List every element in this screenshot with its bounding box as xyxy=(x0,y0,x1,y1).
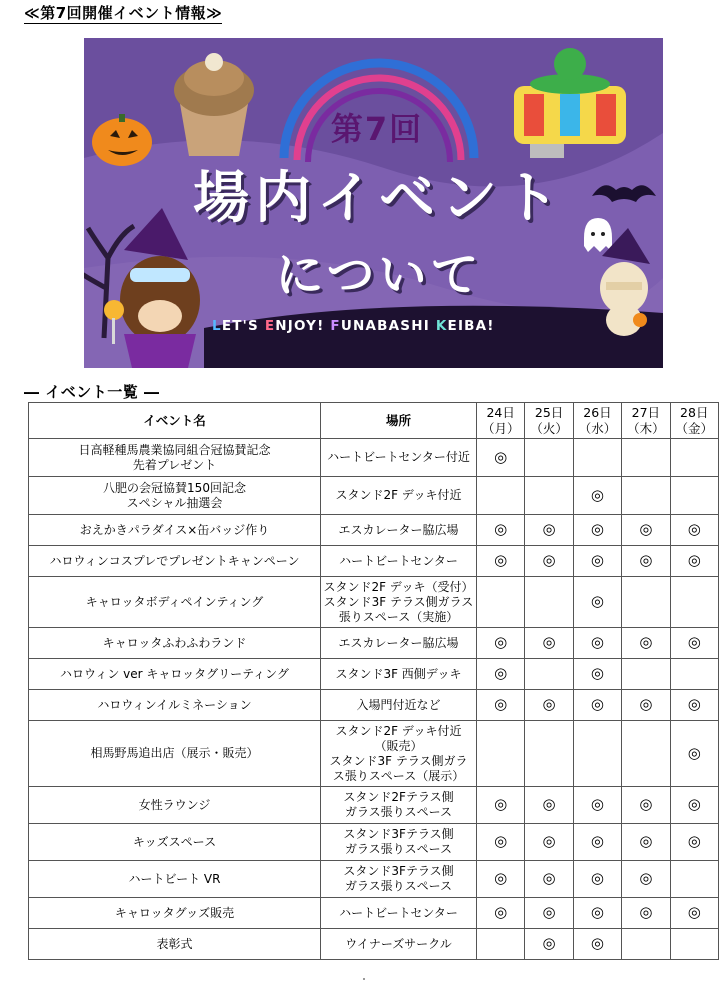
banner-subtitle: について xyxy=(275,247,483,303)
event-name-cell xyxy=(29,659,321,690)
header-weekday: （火） xyxy=(530,420,568,436)
day-cell xyxy=(525,787,573,824)
day-cell xyxy=(477,824,525,861)
table-row xyxy=(29,439,719,477)
day-cell xyxy=(525,515,573,546)
place-line: スタンド2Fテラス側 xyxy=(343,790,454,804)
held-mark-icon: ◎ xyxy=(590,695,605,713)
day-cell xyxy=(622,861,670,898)
held-mark-icon: ◎ xyxy=(639,551,653,569)
day-cell xyxy=(477,659,525,690)
place-line: スタンド3Fテラス側 xyxy=(343,827,454,841)
header-date xyxy=(670,403,718,439)
page-marker xyxy=(363,978,365,980)
held-mark-icon: ◎ xyxy=(494,664,508,682)
day-cell xyxy=(477,439,525,477)
held-mark-icon: ◎ xyxy=(542,795,556,813)
held-mark-icon: ◎ xyxy=(494,832,508,850)
place-cell xyxy=(321,577,477,628)
page-heading: ≪第7回開催イベント情報≫ xyxy=(24,4,223,22)
header-event-name: イベント名 xyxy=(29,403,321,439)
place-line: エスカレーター脇広場 xyxy=(338,522,459,537)
place-line: ハートビートセンター xyxy=(339,553,458,568)
held-mark-icon: ◎ xyxy=(542,695,556,713)
day-cell xyxy=(573,861,621,898)
held-mark-icon: ◎ xyxy=(542,520,556,538)
banner-tagline xyxy=(212,318,495,334)
held-mark-icon: ◎ xyxy=(590,832,605,850)
held-mark-icon: ◎ xyxy=(687,520,701,538)
held-mark-icon: ◎ xyxy=(542,551,556,569)
held-mark-icon: ◎ xyxy=(590,551,605,569)
day-cell xyxy=(670,721,718,787)
held-mark-icon: ◎ xyxy=(687,551,701,569)
day-cell xyxy=(670,898,718,929)
event-name-line: 女性ラウンジ xyxy=(138,797,211,812)
day-cell xyxy=(622,515,670,546)
tagline-segment: UNABASHI xyxy=(340,318,436,334)
day-cell xyxy=(477,690,525,721)
day-cell xyxy=(477,515,525,546)
place-line: 張りスペース（実施） xyxy=(338,609,459,624)
place-line: スタンド2F デッキ付近 xyxy=(335,723,462,738)
table-row xyxy=(29,929,719,960)
day-cell xyxy=(525,577,573,628)
day-cell xyxy=(622,787,670,824)
event-schedule-table xyxy=(28,402,719,960)
day-cell xyxy=(622,628,670,659)
held-mark-icon: ◎ xyxy=(639,633,653,651)
event-name-cell xyxy=(29,628,321,659)
header-day: 27日 xyxy=(631,404,661,420)
held-mark-icon: ◎ xyxy=(687,832,701,850)
event-name-cell xyxy=(29,721,321,787)
header-day: 25日 xyxy=(534,404,564,420)
table-row xyxy=(29,546,719,577)
event-name-line: ハロウィンコスプレでプレゼントキャンペーン xyxy=(49,553,300,568)
place-line: ガラス張りスペース xyxy=(344,805,453,819)
held-mark-icon: ◎ xyxy=(542,869,556,887)
place-cell xyxy=(321,898,477,929)
held-mark-icon: ◎ xyxy=(542,934,556,952)
place-cell xyxy=(321,690,477,721)
day-cell xyxy=(622,577,670,628)
table-row xyxy=(29,861,719,898)
day-cell xyxy=(573,721,621,787)
day-cell xyxy=(525,690,573,721)
section-heading: ― イベント一覧 ― xyxy=(24,383,160,401)
event-name-line: ハロウィン ver キャロッタグリーティング xyxy=(60,666,289,681)
held-mark-icon: ◎ xyxy=(494,633,508,651)
day-cell xyxy=(573,477,621,515)
header-day: 26日 xyxy=(583,404,612,420)
event-name-line: キャロッタボディペインティング xyxy=(85,594,264,609)
day-cell xyxy=(670,439,718,477)
header-date xyxy=(573,403,621,439)
held-mark-icon: ◎ xyxy=(542,903,556,921)
held-mark-icon: ◎ xyxy=(590,903,605,921)
place-cell xyxy=(321,659,477,690)
day-cell xyxy=(525,721,573,787)
held-mark-icon: ◎ xyxy=(494,695,508,713)
day-cell xyxy=(622,721,670,787)
place-line: ガラス張りスペース xyxy=(344,879,453,893)
place-cell xyxy=(321,546,477,577)
event-name-cell xyxy=(29,898,321,929)
tagline-segment: L xyxy=(212,318,222,334)
day-cell xyxy=(670,546,718,577)
held-mark-icon: ◎ xyxy=(494,869,508,887)
day-cell xyxy=(670,628,718,659)
event-name-cell xyxy=(29,515,321,546)
table-row xyxy=(29,577,719,628)
event-name-cell xyxy=(29,861,321,898)
event-name-cell xyxy=(29,477,321,515)
event-name-cell xyxy=(29,546,321,577)
day-cell xyxy=(573,577,621,628)
event-name-line: 八肥の会冠協賛150回記念 xyxy=(103,480,246,495)
place-line: ウイナーズサークル xyxy=(345,936,452,951)
event-name-line: スペシャル抽選会 xyxy=(126,495,223,510)
tagline-segment: E xyxy=(264,318,276,334)
table-row xyxy=(29,690,719,721)
table-row xyxy=(29,628,719,659)
day-cell xyxy=(573,898,621,929)
place-line: 入場門付近など xyxy=(356,697,441,712)
header-weekday: （金） xyxy=(675,420,714,436)
day-cell xyxy=(573,659,621,690)
held-mark-icon: ◎ xyxy=(590,520,605,538)
day-cell xyxy=(525,861,573,898)
day-cell xyxy=(573,787,621,824)
event-name-cell xyxy=(29,824,321,861)
day-cell xyxy=(525,628,573,659)
day-cell xyxy=(525,659,573,690)
day-cell xyxy=(477,929,525,960)
day-cell xyxy=(670,690,718,721)
held-mark-icon: ◎ xyxy=(590,934,605,952)
event-name-line: 表彰式 xyxy=(156,936,193,951)
held-mark-icon: ◎ xyxy=(639,795,653,813)
held-mark-icon: ◎ xyxy=(687,743,701,762)
place-line: ガラス張りスペース xyxy=(344,842,453,856)
event-name-line: 日高軽種馬農業協同組合冠協賛記念 xyxy=(78,442,271,457)
header-weekday: （月） xyxy=(481,420,520,436)
table-row xyxy=(29,515,719,546)
header-place: 場所 xyxy=(321,403,477,439)
day-cell xyxy=(477,787,525,824)
tagline-segment: K xyxy=(435,318,448,334)
place-cell xyxy=(321,439,477,477)
day-cell xyxy=(622,690,670,721)
held-mark-icon: ◎ xyxy=(494,520,508,538)
place-cell xyxy=(321,787,477,824)
day-cell xyxy=(477,721,525,787)
tagline-segment: EIBA! xyxy=(447,318,495,334)
place-cell xyxy=(321,721,477,787)
day-cell xyxy=(670,787,718,824)
held-mark-icon: ◎ xyxy=(542,832,556,850)
table-row xyxy=(29,824,719,861)
day-cell xyxy=(670,824,718,861)
held-mark-icon: ◎ xyxy=(494,551,508,569)
held-mark-icon: ◎ xyxy=(687,903,701,921)
held-mark-icon: ◎ xyxy=(687,633,701,651)
place-line: スタンド3F テラス側ガラス xyxy=(323,594,474,609)
day-cell xyxy=(670,477,718,515)
held-mark-icon: ◎ xyxy=(494,795,508,813)
place-cell xyxy=(321,515,477,546)
held-mark-icon: ◎ xyxy=(590,592,605,610)
place-cell xyxy=(321,824,477,861)
header-weekday: （水） xyxy=(578,420,617,436)
event-name-line: おえかきパラダイス×缶バッジ作り xyxy=(79,522,270,537)
event-name-line: 先着プレゼント xyxy=(132,457,217,472)
event-name-line: ハートビート VR xyxy=(128,871,221,886)
day-cell xyxy=(477,577,525,628)
held-mark-icon: ◎ xyxy=(590,633,605,651)
banner-title: 場内イベント xyxy=(193,166,565,231)
day-cell xyxy=(622,898,670,929)
place-line: スタンド3F 西側デッキ xyxy=(335,666,462,681)
day-cell xyxy=(670,659,718,690)
day-cell xyxy=(670,929,718,960)
header-day: 28日 xyxy=(680,404,709,420)
event-name-line: キャロッタグッズ販売 xyxy=(114,905,235,920)
event-name-line: キッズスペース xyxy=(132,834,217,849)
day-cell xyxy=(525,824,573,861)
place-cell xyxy=(321,929,477,960)
table-header-row xyxy=(29,403,719,439)
day-cell xyxy=(622,546,670,577)
table-body xyxy=(29,439,719,960)
place-line: ハートビートセンター xyxy=(339,905,458,920)
held-mark-icon: ◎ xyxy=(639,903,653,921)
place-line: ハートビートセンター付近 xyxy=(327,450,470,464)
day-cell xyxy=(670,577,718,628)
tagline-segment: ET'S xyxy=(221,318,265,334)
table-row xyxy=(29,898,719,929)
event-name-line: キャロッタふわふわランド xyxy=(102,635,247,650)
place-line: スタンド2F デッキ（受付） xyxy=(323,579,474,594)
day-cell xyxy=(622,929,670,960)
day-cell xyxy=(477,861,525,898)
place-line: スタンド3Fテラス側 xyxy=(343,864,454,878)
event-name-line: 相馬野馬追出店（展示・販売） xyxy=(90,746,259,760)
held-mark-icon: ◎ xyxy=(639,520,653,538)
place-cell xyxy=(321,861,477,898)
day-cell xyxy=(622,824,670,861)
place-cell xyxy=(321,628,477,659)
table-row xyxy=(29,477,719,515)
place-line: スタンド2F デッキ付近 xyxy=(335,488,462,502)
day-cell xyxy=(525,439,573,477)
day-cell xyxy=(573,824,621,861)
day-cell xyxy=(525,546,573,577)
held-mark-icon: ◎ xyxy=(542,633,556,651)
day-cell xyxy=(622,659,670,690)
header-date xyxy=(622,403,670,439)
event-name-cell xyxy=(29,439,321,477)
held-mark-icon: ◎ xyxy=(687,795,701,813)
place-line: ス張りスペース（展示） xyxy=(332,768,465,783)
held-mark-icon: ◎ xyxy=(639,832,653,850)
day-cell xyxy=(525,898,573,929)
banner-edition: 第7回 xyxy=(330,110,424,148)
held-mark-icon: ◎ xyxy=(639,869,653,887)
table-row xyxy=(29,659,719,690)
event-name-line: ハロウィンイルミネーション xyxy=(97,697,252,712)
event-name-cell xyxy=(29,787,321,824)
held-mark-icon: ◎ xyxy=(639,695,653,713)
day-cell xyxy=(477,546,525,577)
place-line: エスカレーター脇広場 xyxy=(338,635,459,650)
place-line: （販売） xyxy=(374,738,423,753)
held-mark-icon: ◎ xyxy=(590,664,605,682)
day-cell xyxy=(573,628,621,659)
header-weekday: （木） xyxy=(627,420,665,436)
held-mark-icon: ◎ xyxy=(590,795,605,813)
tagline-segment: F xyxy=(330,318,341,334)
tagline-segment: NJOY! xyxy=(275,318,331,334)
held-mark-icon: ◎ xyxy=(590,869,605,887)
day-cell xyxy=(573,690,621,721)
event-name-cell xyxy=(29,690,321,721)
day-cell xyxy=(670,515,718,546)
day-cell xyxy=(670,861,718,898)
day-cell xyxy=(573,929,621,960)
held-mark-icon: ◎ xyxy=(687,695,701,713)
day-cell xyxy=(477,898,525,929)
table-row xyxy=(29,721,719,787)
event-banner xyxy=(84,38,663,368)
header-day: 24日 xyxy=(486,404,515,420)
event-name-cell xyxy=(29,929,321,960)
day-cell xyxy=(622,439,670,477)
held-mark-icon: ◎ xyxy=(494,447,508,466)
event-name-cell xyxy=(29,577,321,628)
place-cell xyxy=(321,477,477,515)
day-cell xyxy=(622,477,670,515)
day-cell xyxy=(477,628,525,659)
held-mark-icon: ◎ xyxy=(494,903,508,921)
day-cell xyxy=(525,929,573,960)
header-date xyxy=(477,403,525,439)
day-cell xyxy=(573,515,621,546)
place-line: スタンド3F テラス側ガラ xyxy=(329,753,468,768)
header-date xyxy=(525,403,573,439)
day-cell xyxy=(573,546,621,577)
table-row xyxy=(29,787,719,824)
day-cell xyxy=(573,439,621,477)
held-mark-icon: ◎ xyxy=(590,485,605,504)
day-cell xyxy=(477,477,525,515)
day-cell xyxy=(525,477,573,515)
